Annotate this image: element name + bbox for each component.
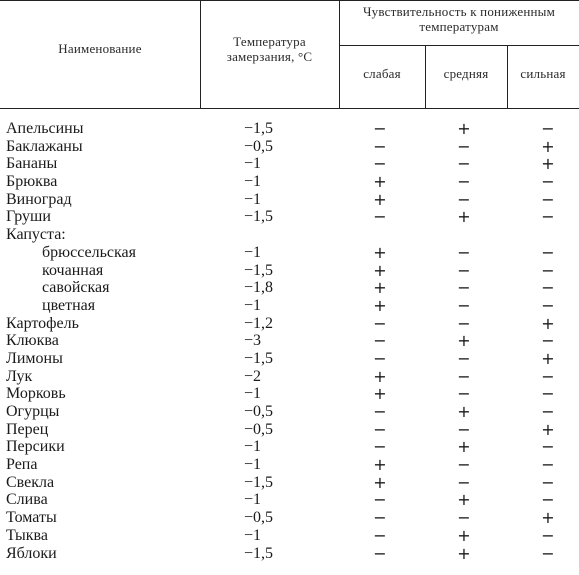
sensitivity-medium-mark: −	[457, 313, 471, 333]
header-sub-medium: средняя	[443, 66, 489, 81]
product-name: Репа	[6, 456, 38, 474]
table-row	[0, 491, 579, 509]
table-row	[0, 421, 579, 439]
sensitivity-strong-mark: −	[541, 331, 555, 351]
sensitivity-strong-mark: −	[541, 437, 555, 457]
product-name: Лимоны	[6, 349, 63, 367]
freezing-temperature: −1	[244, 296, 262, 314]
sensitivity-weak-mark: +	[373, 295, 387, 315]
sensitivity-medium-mark: +	[457, 490, 471, 510]
table-row	[0, 138, 579, 156]
sensitivity-strong-mark: +	[541, 136, 555, 156]
sensitivity-medium-mark: +	[457, 437, 471, 457]
freezing-temperature: −1,5	[244, 349, 274, 367]
table-row	[0, 438, 579, 456]
freezing-temperature: −1	[244, 190, 262, 208]
sensitivity-strong-mark: −	[541, 384, 555, 404]
sensitivity-weak-mark: −	[373, 207, 387, 227]
sensitivity-medium-mark: −	[457, 189, 471, 209]
table-row	[0, 332, 579, 350]
freezing-temperature: −1	[244, 243, 262, 261]
sensitivity-weak-mark: −	[373, 543, 387, 563]
freezing-temperature: −1,5	[244, 473, 274, 491]
sensitivity-strong-mark: −	[541, 189, 555, 209]
freezing-temperature: −1	[244, 491, 262, 509]
freezing-temperature: −0,5	[244, 509, 274, 527]
sensitivity-medium-mark: −	[457, 472, 471, 492]
sensitivity-weak-mark: −	[373, 313, 387, 333]
table-row	[0, 191, 579, 209]
sensitivity-strong-mark: +	[541, 419, 555, 439]
freezing-temperature: −1,8	[244, 279, 274, 297]
subheader-rule	[339, 45, 579, 46]
table-row	[0, 155, 579, 173]
header-temperature: Температура замерзания, °С	[226, 34, 313, 64]
header-name: Наименование	[58, 41, 142, 56]
sensitivity-strong-mark: +	[541, 313, 555, 333]
sensitivity-weak-mark: +	[373, 172, 387, 192]
product-name: Яблоки	[6, 544, 57, 562]
sensitivity-medium-mark: −	[457, 384, 471, 404]
table-row	[0, 297, 579, 315]
sensitivity-strong-mark: +	[541, 154, 555, 174]
sensitivity-strong-mark: −	[541, 455, 555, 475]
sensitivity-strong-mark: −	[541, 207, 555, 227]
sensitivity-strong-mark: −	[541, 119, 555, 138]
table-row	[0, 456, 579, 474]
freezing-temperature: −0,5	[244, 137, 274, 155]
product-name: Апельсины	[6, 120, 84, 137]
sensitivity-medium-mark: +	[457, 543, 471, 563]
table-row	[0, 527, 579, 545]
sensitivity-weak-mark: −	[373, 437, 387, 457]
sensitivity-strong-mark: −	[541, 366, 555, 386]
sensitivity-weak-mark: −	[373, 119, 387, 138]
table-row	[0, 545, 579, 563]
product-name: Клюква	[6, 332, 59, 350]
sensitivity-weak-mark: −	[373, 402, 387, 421]
sensitivity-medium-mark: −	[457, 154, 471, 174]
sensitivity-weak-mark: −	[373, 508, 387, 528]
sensitivity-strong-mark: −	[541, 490, 555, 510]
freezing-temperature: −1	[244, 438, 262, 456]
table-row	[0, 385, 579, 403]
sensitivity-weak-mark: +	[373, 366, 387, 386]
product-name: цветная	[42, 296, 96, 314]
freezing-temperature: −0,5	[244, 420, 274, 438]
sensitivity-medium-mark: −	[457, 366, 471, 386]
freezing-temperature: −1	[244, 385, 262, 403]
product-name: Персики	[6, 438, 65, 456]
sensitivity-medium-mark: −	[457, 242, 471, 262]
freezing-temperature: −1,5	[244, 208, 274, 226]
sensitivity-strong-mark: −	[541, 295, 555, 315]
freezing-temperature: −1	[244, 173, 262, 191]
sensitivity-medium-mark: −	[457, 172, 471, 192]
sensitivity-weak-mark: +	[373, 260, 387, 280]
sensitivity-medium-mark: −	[457, 419, 471, 439]
sensitivity-weak-mark: −	[373, 348, 387, 368]
sensitivity-strong-mark: −	[541, 402, 555, 421]
sensitivity-medium-mark: +	[457, 402, 471, 421]
product-name: брюссельская	[42, 243, 136, 261]
product-name: Картофель	[6, 314, 79, 332]
table-top-rule	[0, 0, 579, 1]
table-row	[0, 315, 579, 333]
product-name: Морковь	[6, 385, 66, 403]
table-body	[0, 120, 579, 562]
table-row	[0, 208, 579, 226]
sensitivity-medium-mark: −	[457, 278, 471, 298]
freezing-temperature: −1	[244, 526, 262, 544]
table-row	[0, 244, 579, 262]
sensitivity-strong-mark: −	[541, 260, 555, 280]
header-bottom-rule	[0, 108, 579, 109]
table-row	[0, 120, 579, 138]
sensitivity-weak-mark: +	[373, 189, 387, 209]
freezing-temperature: −1	[244, 155, 262, 173]
product-name: Груши	[6, 208, 51, 226]
table-row	[0, 368, 579, 386]
table-row	[0, 262, 579, 280]
sensitivity-medium-mark: −	[457, 260, 471, 280]
table-row	[0, 474, 579, 492]
product-name: Перец	[6, 420, 49, 438]
sensitivity-strong-mark: −	[541, 543, 555, 563]
table-row	[0, 509, 579, 527]
header-sub-weak: слабая	[363, 66, 401, 81]
sensitivity-weak-mark: +	[373, 472, 387, 492]
product-name: Огурцы	[6, 403, 60, 420]
product-name: Слива	[6, 491, 48, 509]
sensitivity-strong-mark: −	[541, 525, 555, 545]
product-name: савойская	[42, 279, 110, 297]
sensitivity-weak-mark: +	[373, 384, 387, 404]
product-name: Баклажаны	[6, 137, 83, 155]
sensitivity-medium-mark: −	[457, 295, 471, 315]
sensitivity-strong-mark: +	[541, 508, 555, 528]
table-row	[0, 173, 579, 191]
sensitivity-medium-mark: −	[457, 136, 471, 156]
freezing-temperature: −1,5	[244, 120, 274, 137]
product-name: Виноград	[6, 190, 72, 208]
sensitivity-weak-mark: +	[373, 242, 387, 262]
sensitivity-strong-mark: +	[541, 348, 555, 368]
sensitivity-weak-mark: −	[373, 419, 387, 439]
table-row	[0, 279, 579, 297]
freezing-temperature: −1,5	[244, 261, 274, 279]
product-name: Капуста:	[6, 226, 66, 244]
freezing-temperature: −1,5	[244, 544, 274, 562]
freezing-temperature: −3	[244, 332, 262, 350]
freezing-temperature: −1,2	[244, 314, 274, 332]
sensitivity-medium-mark: +	[457, 331, 471, 351]
sensitivity-medium-mark: −	[457, 348, 471, 368]
sensitivity-weak-mark: +	[373, 455, 387, 475]
freezing-temperature: −2	[244, 367, 262, 385]
product-name: Лук	[6, 367, 33, 385]
sensitivity-weak-mark: −	[373, 331, 387, 351]
sensitivity-weak-mark: −	[373, 525, 387, 545]
freezing-temperature: −0,5	[244, 403, 274, 420]
sensitivity-medium-mark: −	[457, 455, 471, 475]
sensitivity-medium-mark: +	[457, 119, 471, 138]
sensitivity-strong-mark: −	[541, 172, 555, 192]
sensitivity-weak-mark: −	[373, 154, 387, 174]
sensitivity-medium-mark: +	[457, 207, 471, 227]
product-name: Бананы	[6, 155, 58, 173]
product-name: Томаты	[6, 509, 57, 527]
sensitivity-strong-mark: −	[541, 472, 555, 492]
sensitivity-weak-mark: −	[373, 136, 387, 156]
sensitivity-weak-mark: +	[373, 278, 387, 298]
table-row	[0, 350, 579, 368]
product-name: кочанная	[42, 261, 104, 279]
sensitivity-strong-mark: −	[541, 278, 555, 298]
product-name: Брюква	[6, 173, 58, 191]
product-name: Свекла	[6, 473, 55, 491]
sensitivity-strong-mark: −	[541, 242, 555, 262]
table-row	[0, 403, 579, 421]
header-sub-strong: сильная	[520, 66, 566, 81]
freezing-temperature: −1	[244, 456, 262, 474]
sensitivity-weak-mark: −	[373, 490, 387, 510]
sensitivity-medium-mark: −	[457, 508, 471, 528]
product-name: Тыква	[6, 526, 48, 544]
header-sensitivity: Чувствительность к пониженным температурам	[362, 4, 556, 34]
table-row	[0, 226, 579, 244]
sensitivity-medium-mark: +	[457, 525, 471, 545]
